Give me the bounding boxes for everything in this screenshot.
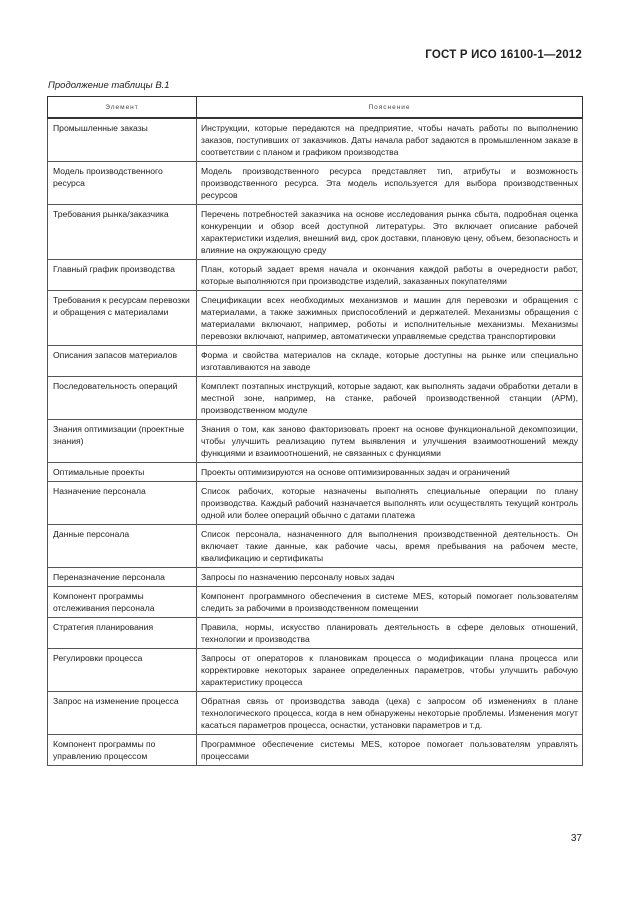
element-cell: Запрос на изменение процесса (48, 692, 197, 735)
explanation-cell: Знания о том, как заново факторизовать проект на основе функциональной декомпозиции, чтобы улучшить реализацию путем выявления и улучшения взаимоотношений между функциями и взаимоотношений, не связанных с функциями (197, 420, 583, 463)
table-row (48, 346, 583, 377)
element-cell: Оптимальные проекты (48, 463, 197, 482)
table-row (48, 463, 583, 482)
explanation-cell: Спецификации всех необходимых механизмов и машин для перевозки и обращения с материалами, а также зажимных приспособлений и держателей. Механизмы обращения с материалами включают, например, роботы и исполнительные механизмы. Механизмы перевозки включают, например, автоматически управляемые средства транспортировки (197, 291, 583, 346)
explanation-cell: План, который задает время начала и окончания каждой работы в очередности работ, которые выполняются при производстве изделий, заказанных покупателями (197, 260, 583, 291)
explanation-cell: Программное обеспечение системы MES, которое помогает пользователям управлять процессами (197, 735, 583, 766)
table-row (48, 618, 583, 649)
table-body (48, 118, 583, 766)
explanation-cell: Компонент программного обеспечения в системе MES, который помогает пользователям следить за рабочими в производственном помещении (197, 587, 583, 618)
table-row (48, 420, 583, 463)
column-header-element: Элемент (48, 97, 197, 119)
table-row (48, 692, 583, 735)
explanation-cell: Запросы от операторов к плановикам процесса о модификации плана процесса или корректировке некоторых заранее определенных параметров, чтобы улучшить рабочую характеристику процесса (197, 649, 583, 692)
element-cell: Переназначение персонала (48, 568, 197, 587)
explanation-cell: Модель производственного ресурса представляет тип, атрибуты и возможность производственного ресурса. Эта модель используется для выбора производственных ресурсов (197, 162, 583, 205)
explanation-cell: Правила, нормы, искусство планировать деятельность в сфере деловых отношений, технологии и производства (197, 618, 583, 649)
column-header-explanation: Пояснение (197, 97, 583, 119)
table-row (48, 568, 583, 587)
table-row (48, 118, 583, 162)
explanation-cell: Список рабочих, которые назначены выполнять специальные операции по плану производства. Каждый рабочий назначается выполнять или осуществлять текущий контроль одной или более операций обычно с датами платежа (197, 482, 583, 525)
explanation-cell: Список персонала, назначенного для выполнения производственной деятельность. Он включает такие данные, как рабочие часы, время пребывания на рабочем месте, квалификацию и сертификаты (197, 525, 583, 568)
table-caption: Продолжение таблицы В.1 (48, 80, 170, 91)
element-cell: Регулировки процесса (48, 649, 197, 692)
table-row (48, 482, 583, 525)
element-cell: Знания оптимизации (проектные знания) (48, 420, 197, 463)
table-row (48, 162, 583, 205)
explanation-cell: Комплект поэтапных инструкций, которые задают, как выполнять задачи обработки детали в местной зоне, например, на станке, рабочей производственной станции (АРМ), производственном модуле (197, 377, 583, 420)
page-number: 37 (570, 833, 582, 844)
table-row (48, 260, 583, 291)
element-cell: Требования к ресурсам перевозки и обращения с материалами (48, 291, 197, 346)
table-row (48, 649, 583, 692)
element-cell: Промышленные заказы (48, 118, 197, 162)
element-cell: Стратегия планирования (48, 618, 197, 649)
explanation-cell: Форма и свойства материалов на складе, которые доступны на рынке или специально изготавливаются на заводе (197, 346, 583, 377)
table-row (48, 587, 583, 618)
element-cell: Компонент программы по управлению процессом (48, 735, 197, 766)
element-cell: Данные персонала (48, 525, 197, 568)
definitions-table (47, 96, 583, 766)
element-cell: Описания запасов материалов (48, 346, 197, 377)
element-cell: Последовательность операций (48, 377, 197, 420)
explanation-cell: Перечень потребностей заказчика на основе исследования рынка сбыта, подробная оценка конкуренции и обзор всей доступной литературы. Это включает описание рабочей характеристики изделия, внешний вид, срок доставки, плановую цену, объем, безопасность и влияние на окружающую среду (197, 205, 583, 260)
element-cell: Модель производственного ресурса (48, 162, 197, 205)
explanation-cell: Запросы по назначению персоналу новых задач (197, 568, 583, 587)
table-row (48, 525, 583, 568)
element-cell: Требования рынка/заказчика (48, 205, 197, 260)
explanation-cell: Обратная связь от производства завода (цеха) с запросом об изменениях в плане технологического процесса, когда в нем обнаружены некоторые проблемы. Изменения могут касаться параметров процесса, оснастки, установки параметров и т.д. (197, 692, 583, 735)
element-cell: Назначение персонала (48, 482, 197, 525)
table-header-row (48, 97, 583, 119)
element-cell: Компонент программы отслеживания персонала (48, 587, 197, 618)
table-row (48, 377, 583, 420)
table-row (48, 205, 583, 260)
document-header: ГОСТ Р ИСО 16100-1—2012 (425, 49, 582, 61)
table-row (48, 735, 583, 766)
explanation-cell: Инструкции, которые передаются на предприятие, чтобы начать работы по выполнению заказов, поступивших от заказчиков. Даты начала работ задаются в промышленном заказе в соответствии с планом и графиком производства (197, 118, 583, 162)
table-row (48, 291, 583, 346)
element-cell: Главный график производства (48, 260, 197, 291)
explanation-cell: Проекты оптимизируются на основе оптимизированных задач и ограничений (197, 463, 583, 482)
